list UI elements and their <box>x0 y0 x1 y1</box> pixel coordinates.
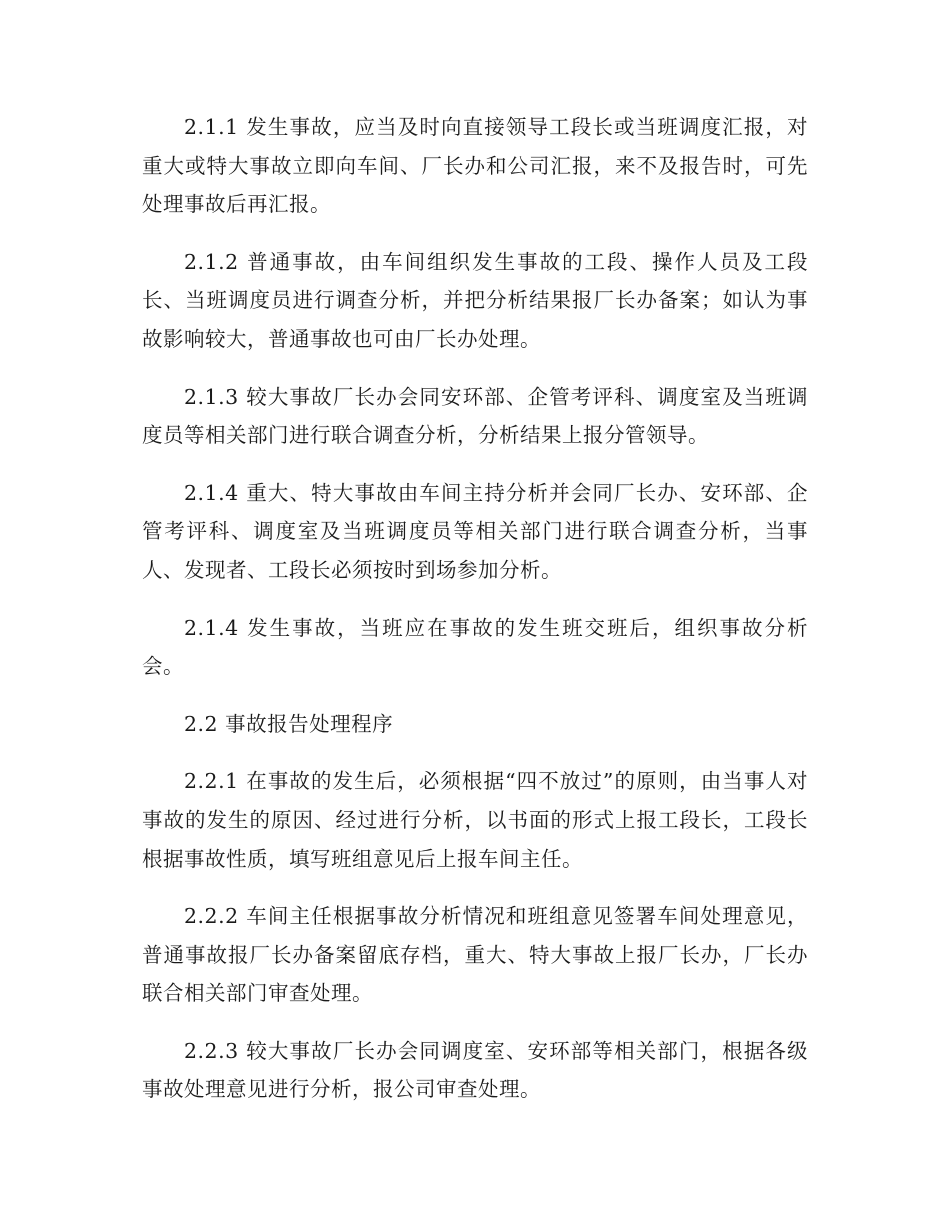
paragraph-2-1-4-shift: 2.1.4 发生事故，当班应在事故的发生班交班后，组织事故分析会。 <box>142 615 808 679</box>
paragraph-2-1-3: 2.1.3 较大事故厂长办会同安环部、企管考评科、调度室及当班调度员等相关部门进行联合调查分析，分析结果上报分管领导。 <box>142 384 808 448</box>
paragraph-2-2-3: 2.2.3 较大事故厂长办会同调度室、安环部等相关部门，根据各级事故处理意见进行分析，报公司审查处理。 <box>142 1038 808 1102</box>
section-heading-2-2: 2.2 事故报告处理程序 <box>184 711 394 736</box>
paragraph-2-1-1: 2.1.1 发生事故，应当及时向直接领导工段长或当班调度汇报，对重大或特大事故立即向车间、厂长办和公司汇报，来不及报告时，可先处理事故后再汇报。 <box>142 115 808 217</box>
paragraph-2-2-2: 2.2.2 车间主任根据事故分析情况和班组意见签署车间处理意见，普通事故报厂长办备案留底存档，重大、特大事故上报厂长办，厂长办联合相关部门审查处理。 <box>142 904 808 1006</box>
paragraph-2-1-4-major: 2.1.4 重大、特大事故由车间主持分析并会同厂长办、安环部、企管考评科、调度室及当班调度员等相关部门进行联合调查分析，当事人、发现者、工段长必须按时到场参加分析。 <box>142 480 808 582</box>
paragraph-2-1-2: 2.1.2 普通事故，由车间组织发生事故的工段、操作人员及工段长、当班调度员进行调查分析，并把分析结果报厂长办备案；如认为事故影响较大，普通事故也可由厂长办处理。 <box>142 249 808 351</box>
paragraph-2-2-1: 2.2.1 在事故的发生后，必须根据“四不放过”的原则，由当事人对事故的发生的原因、经过进行分析，以书面的形式上报工段长，工段长根据事故性质，填写班组意见后上报车间主任。 <box>142 769 808 871</box>
document-page <box>142 108 808 1128</box>
